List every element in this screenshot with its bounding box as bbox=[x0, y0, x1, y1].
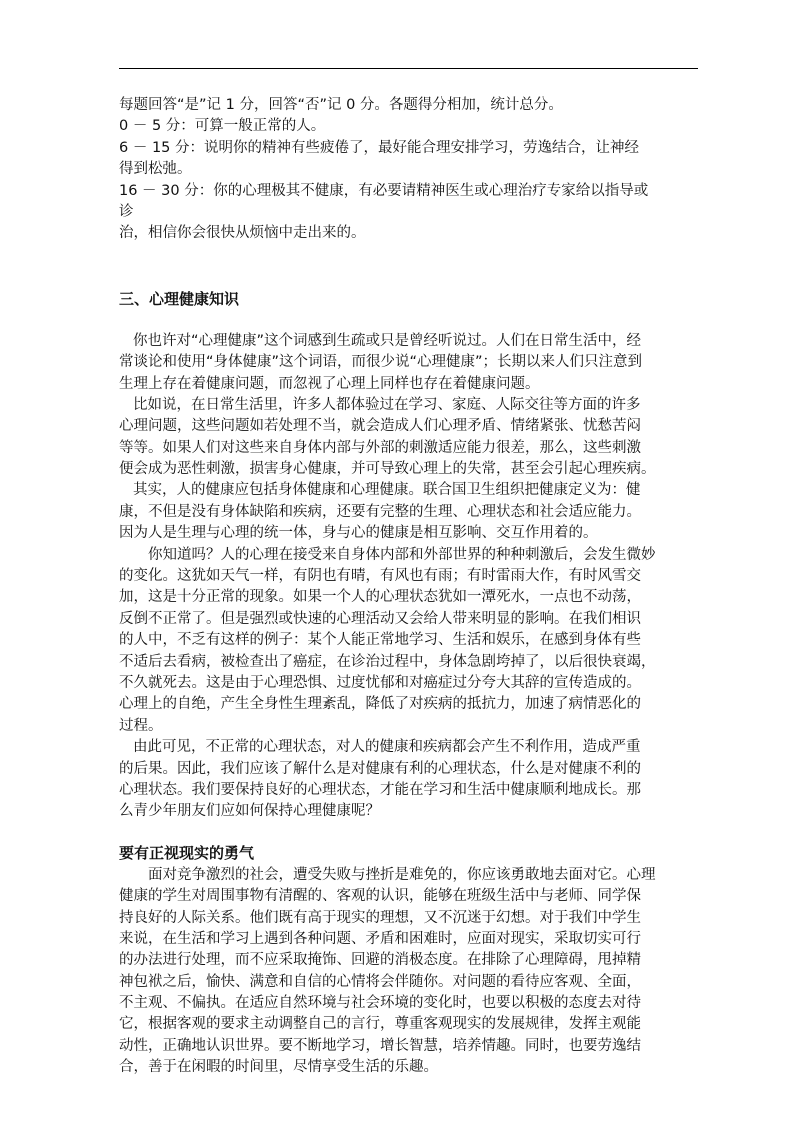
paragraph-5 bbox=[119, 737, 701, 823]
scoring-line: 16 － 30 分：你的心理极其不健康，有必要请精神医生或心理治疗专家给以指导或 bbox=[119, 182, 649, 199]
paragraph-line: 持良好的人际关系。他们既有高于现实的理想，又不沉迷于幻想。对于我们中学生 bbox=[119, 909, 641, 926]
scoring-line: 得到松弛。 bbox=[119, 161, 192, 178]
paragraph-line: 常谈论和使用“身体健康”这个词语，而很少说“心理健康”；长期以来人们只注意到 bbox=[119, 354, 643, 371]
paragraph-line: 么青少年朋友们应如何保持心理健康呢？ bbox=[119, 803, 380, 820]
section-title: 三、心理健康知识 bbox=[119, 289, 240, 308]
paragraph-line: 神包袱之后，愉快、满意和自信的心情将会伴随你。对问题的看待应客观、全面， bbox=[119, 973, 641, 990]
paragraph-line: 的变化。这犹如天气一样，有阴也有晴，有风也有雨；有时雷雨大作，有时风雪交 bbox=[119, 568, 641, 585]
paragraph-3 bbox=[119, 480, 701, 544]
paragraph-1 bbox=[119, 331, 701, 395]
paragraph-4 bbox=[119, 545, 701, 738]
scoring-block bbox=[119, 95, 701, 245]
paragraph-line: 的办法进行处理，而不应采取掩饰、回避的消极态度。在排除了心理障碍，甩掉精 bbox=[119, 952, 641, 969]
paragraph-line: 比如说，在日常生活里，许多人都体验过在学习、家庭、人际交往等方面的许多 bbox=[133, 396, 641, 413]
paragraph-line: 过程。 bbox=[119, 717, 163, 734]
paragraph-line: 心理上的自绝，产生全身性生理紊乱，降低了对疾病的抵抗力，加速了病情恶化的 bbox=[119, 696, 641, 713]
paragraph-line: 你知道吗？人的心理在接受来自身体内部和外部世界的种种刺激后，会发生微妙 bbox=[148, 546, 656, 563]
paragraph-line: 的人中，不乏有这样的例子：某个人能正常地学习、生活和娱乐，在感到身体有些 bbox=[119, 632, 641, 649]
paragraph-line: 生理上存在着健康问题，而忽视了心理上同样也存在着健康问题。 bbox=[119, 375, 540, 392]
subheading: 要有正视现实的勇气 bbox=[119, 843, 255, 862]
paragraph-line: 心理状态。我们要保持良好的心理状态，才能在学习和生活中健康顺利地成长。那 bbox=[119, 781, 641, 798]
paragraph-line: 因为人是生理与心理的统一体，身与心的健康是相互影响、交互作用着的。 bbox=[119, 525, 598, 542]
paragraph-line: 动性，正确地认识世界。要不断地学习，增长智慧，培养情趣。同时，也要劳逸结 bbox=[119, 1037, 641, 1054]
paragraph-line: 不主观、不偏执。在适应自然环境与社会环境的变化时，也要以积极的态度去对待 bbox=[119, 995, 641, 1012]
paragraph-2 bbox=[119, 395, 701, 481]
paragraph-line: 它，根据客观的要求主动调整自己的言行，尊重客观现实的发展规律，发挥主观能 bbox=[119, 1016, 641, 1033]
paragraph-line: 康，不但是没有身体缺陷和疾病，还要有完整的生理、心理状态和社会适应能力。 bbox=[119, 503, 641, 520]
header-rule bbox=[119, 68, 698, 69]
paragraph-line: 其实，人的健康应包括身体健康和心理健康。联合国卫生组织把健康定义为：健 bbox=[133, 482, 641, 499]
paragraph-line: 心理问题，这些问题如若处理不当，就会造成人们心理矛盾、情绪紧张、忧愁苦闷 bbox=[119, 418, 641, 435]
paragraph-line: 面对竞争激烈的社会，遭受失败与挫折是难免的，你应该勇敢地去面对它。心理 bbox=[148, 866, 656, 883]
paragraph-line: 合，善于在闲暇的时间里，尽情享受生活的乐趣。 bbox=[119, 1059, 438, 1076]
paragraph-line: 反倒不正常了。但是强烈或快速的心理活动又会给人带来明显的影响。在我们相识 bbox=[119, 610, 641, 627]
paragraph-line: 不久就死去。这是由于心理恐惧、过度忧郁和对癌症过分夸大其辞的宣传造成的。 bbox=[119, 674, 641, 691]
paragraph-line: 加，这是十分正常的现象。如果一个人的心理状态犹如一潭死水，一点也不动荡， bbox=[119, 589, 641, 606]
scoring-line: 0 － 5 分：可算一般正常的人。 bbox=[119, 118, 326, 135]
scoring-line: 诊 bbox=[119, 203, 134, 220]
paragraph-line: 由此可见，不正常的心理状态，对人的健康和疾病都会产生不利作用，造成严重 bbox=[133, 739, 641, 756]
scoring-line: 治，相信你会很快从烦恼中走出来的。 bbox=[119, 225, 366, 242]
paragraph-line: 来说，在生活和学习上遇到各种问题、矛盾和困难时，应面对现实，采取切实可行 bbox=[119, 930, 641, 947]
scoring-line: 6 － 15 分：说明你的精神有些疲倦了，最好能合理安排学习，劳逸结合，让神经 bbox=[119, 139, 640, 156]
paragraph-line: 的后果。因此，我们应该了解什么是对健康有利的心理状态，什么是对健康不利的 bbox=[119, 760, 641, 777]
document-body bbox=[119, 95, 701, 1079]
paragraph-line: 等等。如果人们对这些来自身体内部与外部的刺激适应能力很差，那么，这些刺激 bbox=[119, 439, 641, 456]
scoring-line: 每题回答“是”记 1 分，回答“否”记 0 分。各题得分相加，统计总分。 bbox=[119, 97, 563, 113]
paragraph-line: 不适后去看病，被检查出了癌症，在诊治过程中，身体急剧垮掉了，以后很快衰竭， bbox=[119, 653, 656, 670]
paragraph-line: 健康的学生对周围事物有清醒的、客观的认识，能够在班级生活中与老师、同学保 bbox=[119, 888, 641, 905]
paragraph-line: 便会成为恶性刺激，损害身心健康，并可导致心理上的失常，甚至会引起心理疾病。 bbox=[119, 461, 656, 478]
paragraph-line: 你也许对“心理健康”这个词感到生疏或只是曾经听说过。人们在日常生活中，经 bbox=[133, 332, 642, 349]
paragraph-6 bbox=[119, 865, 701, 1079]
